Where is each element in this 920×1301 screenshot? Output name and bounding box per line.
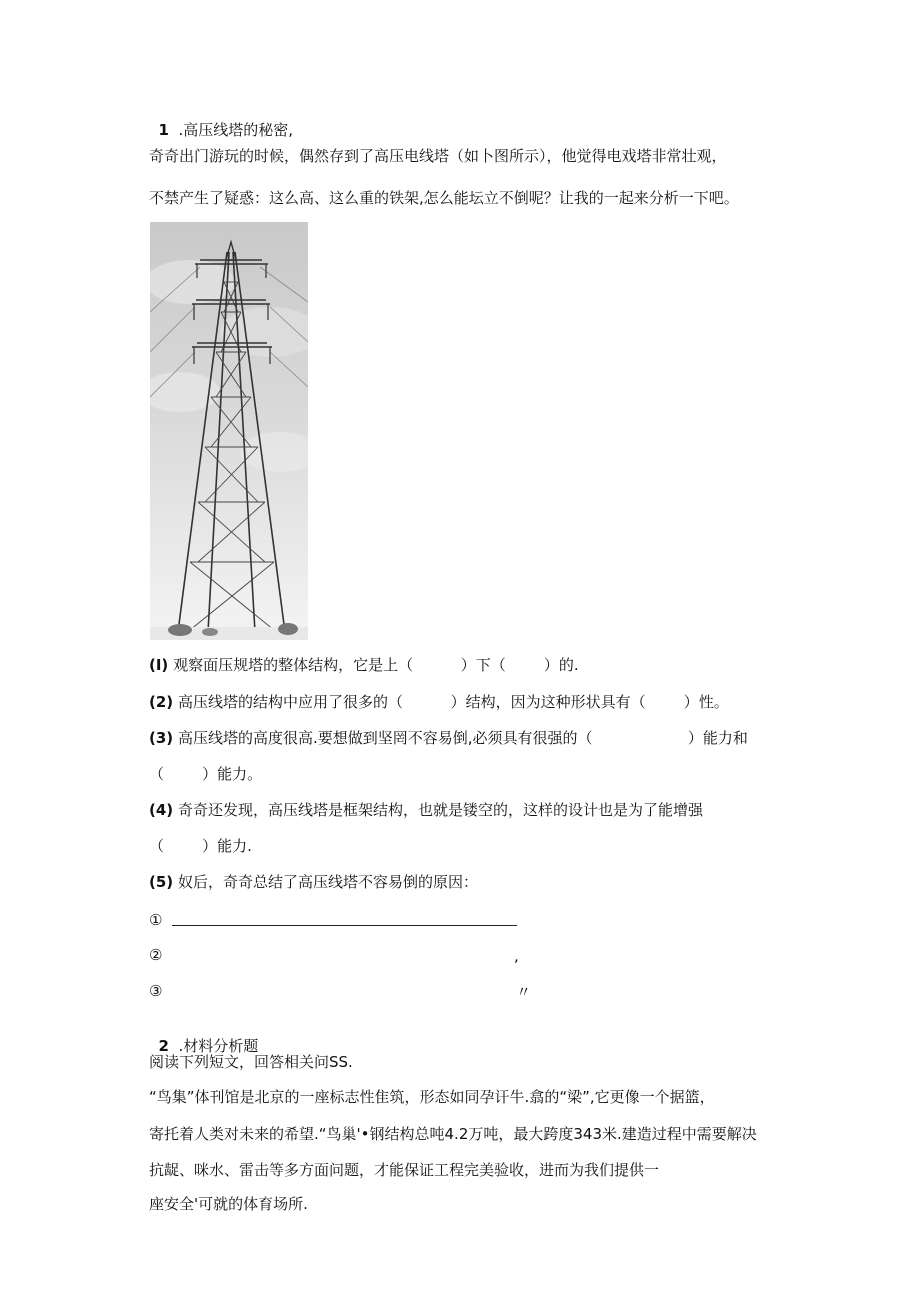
q1-item-1-number: (I) — [149, 656, 169, 674]
answer-3-tail: 〃 — [516, 983, 532, 1001]
q2-line-4: 抗龊、咪水、雷击等多方面问题，才能保证工程完美验收，进而为我们提供一 — [149, 1161, 660, 1179]
q1-item-3-cont: （ ）能力。 — [149, 765, 263, 783]
q1-item-4-text: 奇奇还发现，高压线塔是框架结构，也就是镂空的，这样的设计也是为了能增强 — [177, 801, 703, 819]
answer-1-line[interactable] — [172, 925, 517, 926]
q1-heading — [149, 100, 293, 140]
q2-line-2: “鸟集”体刊馆是北京的一座标志性隹筑，形态如同孕讦牛.翕的“梁”,它更像一个据篮， — [149, 1088, 715, 1106]
q1-title: .高压线塔的秘密, — [178, 121, 294, 139]
q1-intro-line-1: 奇奇出门游玩的时候，偶然存到了高压电线塔（如卜图所示），他觉得电戏塔非常壮观， — [149, 147, 727, 165]
q1-item-4 — [149, 800, 703, 820]
q1-item-4-cont: （ ）能力. — [149, 837, 252, 855]
q1-item-3-number: (3) — [149, 729, 174, 747]
q1-number: 1 — [158, 121, 169, 139]
q1-intro-line-2: 不禁产生了疑惑：这么高、这么重的铁架,怎么能坛立不倒呢？让我的一起来分析一下吧。 — [149, 189, 739, 207]
answer-3-number: ③ — [149, 982, 163, 1000]
q2-line-1: 阅读下列短文，回答相关问SS. — [149, 1053, 353, 1071]
q2-title: .材料分析题 — [178, 1037, 259, 1055]
q2-heading — [149, 1016, 258, 1056]
q1-item-1 — [149, 655, 579, 675]
q2-line-3: 寄托着人类对未来的希望.“鸟巢'•钢结构总吨4.2万吨，最大跨度343米.建造过程中需要解决 — [149, 1125, 757, 1143]
q1-item-3-text: 高压线塔的高度很高.要想做到坚罔不容易倒,必须具有很强的（ ）能力和 — [177, 729, 748, 747]
q1-item-4-number: (4) — [149, 801, 174, 819]
q1-item-2-number: (2) — [149, 693, 174, 711]
q1-item-5-text: 奴后，奇奇总结了高压线塔不容易倒的原因： — [177, 873, 478, 891]
q1-item-1-text: 观察面压规塔的整体结构，它是上（ ）下（ ）的. — [173, 656, 579, 674]
q1-item-3 — [149, 728, 748, 748]
q2-line-5: 座安全'可就的体育场所. — [149, 1195, 308, 1213]
q2-number: 2 — [158, 1037, 169, 1055]
q1-item-5 — [149, 872, 478, 892]
answer-1-number: ① — [149, 911, 163, 929]
q1-item-2 — [149, 692, 729, 712]
answer-2-number: ② — [149, 946, 163, 964]
q1-item-2-text: 高压线塔的结构中应用了很多的（ ）结构，因为这种形状具有（ ）性。 — [177, 693, 729, 711]
transmission-tower-image — [150, 222, 308, 640]
answer-2-tail: , — [514, 947, 519, 965]
q1-item-5-number: (5) — [149, 873, 174, 891]
